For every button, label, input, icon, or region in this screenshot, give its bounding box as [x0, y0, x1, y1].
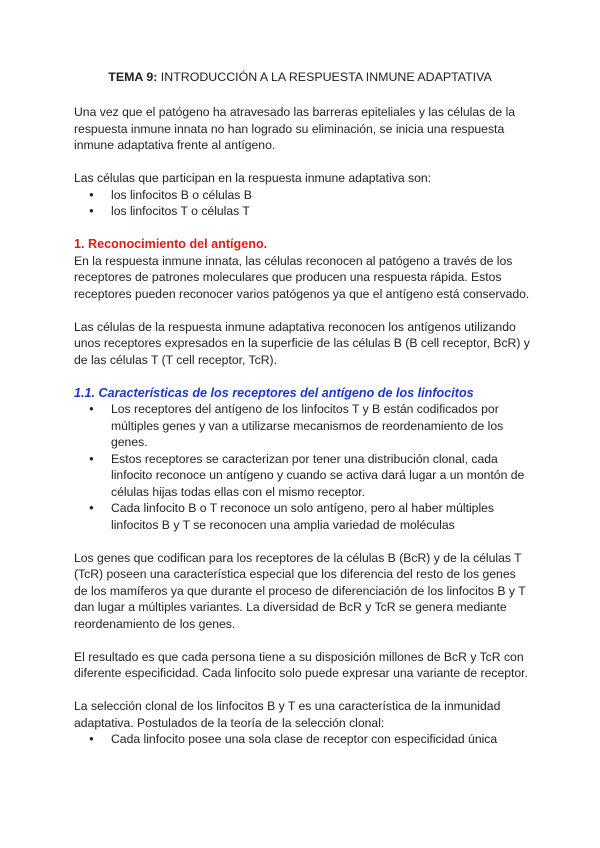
text-line: En la respuesta inmune innata, las células reconocen al patógeno a través de los [74, 253, 513, 268]
page-title [0, 70, 600, 84]
section-1-paragraph-2 [74, 319, 534, 369]
text-line: Una vez que el patógeno ha atravesado las barreras epiteliales y las células de la [74, 105, 516, 119]
text-line: La selección clonal de los linfocitos B y T es una característica de la inmunidad [74, 699, 501, 713]
cells-list [74, 187, 534, 220]
text-line: receptores de patrones moleculares que producen una respuesta rápida. Estos [74, 270, 502, 284]
section-1-heading: 1. Reconocimiento del antígeno. [74, 237, 268, 251]
text-line: de las células T (T cell receptor, TcR). [74, 352, 277, 367]
text-line: respuesta inmune innata no han logrado su eliminación, se inicia una respuesta [74, 121, 505, 136]
text-line: de los mamíferos ya que durante el proceso de diferenciación de los linfocitos B y T [74, 583, 526, 598]
text-line: dan lugar a múltiples variantes. La diversidad de BcR y TcR se genera mediante [74, 600, 507, 614]
receptor-characteristics-list [74, 401, 534, 533]
list-item: ● Los receptores del antígeno de los linfocitos T y B están codificados por múltiples genes y van a utilizarse mecanismos de reordenamiento de los genes. [74, 401, 534, 451]
genes-paragraph [74, 550, 534, 633]
text-line: unos receptores expresados en la superficie de las células B (B cell receptor, BcR) y [74, 336, 530, 350]
text-line: inmune adaptativa frente al antígeno. [74, 138, 276, 152]
list-item: ● Estos receptores se caracterizan por tener una distribución clonal, cada linfocito reconoce un antígeno y cuando se activa dará lugar a un montón de células hijas todas ellas con el mismo receptor. [74, 451, 534, 501]
text-line: adaptativa. Postulados de la teoría de la selección clonal: [74, 715, 385, 730]
text-line: (TcR) poseen una característica especial que los diferencia del resto de los genes [74, 567, 516, 581]
section-1-paragraph-1 [74, 253, 534, 303]
result-paragraph [74, 649, 534, 682]
text-line: Los genes que codifican para los receptores de la células B (BcR) y de la células T [74, 550, 522, 565]
document-body [74, 104, 534, 748]
intro-paragraph [74, 104, 534, 154]
text-line: El resultado es que cada persona tiene a su disposición millones de BcR y TcR con [74, 649, 524, 664]
text-line: receptores pueden reconocer varios patógenos ya que el antígeno está conservado. [74, 286, 530, 301]
text-line: reordenamiento de los genes. [74, 616, 236, 631]
selection-paragraph [74, 698, 534, 731]
section-1-1-heading: 1.1. Características de los receptores del antígeno de los linfocitos [74, 385, 474, 400]
cells-intro: Las células que participan en la respuesta inmune adaptativa son: [74, 171, 432, 185]
postulates-list [74, 731, 534, 748]
text-line: Las células de la respuesta inmune adaptativa reconocen los antígenos utilizando [74, 319, 516, 334]
list-item: ● Cada linfocito B o T reconoce un solo antígeno, pero al haber múltiples linfocitos B y T se reconocen una amplia variedad de moléculas [74, 500, 534, 533]
text-line: diferente especificidad. Cada linfocito solo puede expresar una variante de receptor. [74, 666, 528, 680]
list-item: ● Cada linfocito posee una sola clase de receptor con especificidad única [74, 731, 534, 748]
title-rest: INTRODUCCIÓN A LA RESPUESTA INMUNE ADAPTATIVA [157, 70, 492, 84]
list-item: ● los linfocitos B o células B [74, 187, 534, 204]
list-item: ● los linfocitos T o células T [74, 203, 534, 220]
title-bold: TEMA 9: [108, 70, 158, 84]
